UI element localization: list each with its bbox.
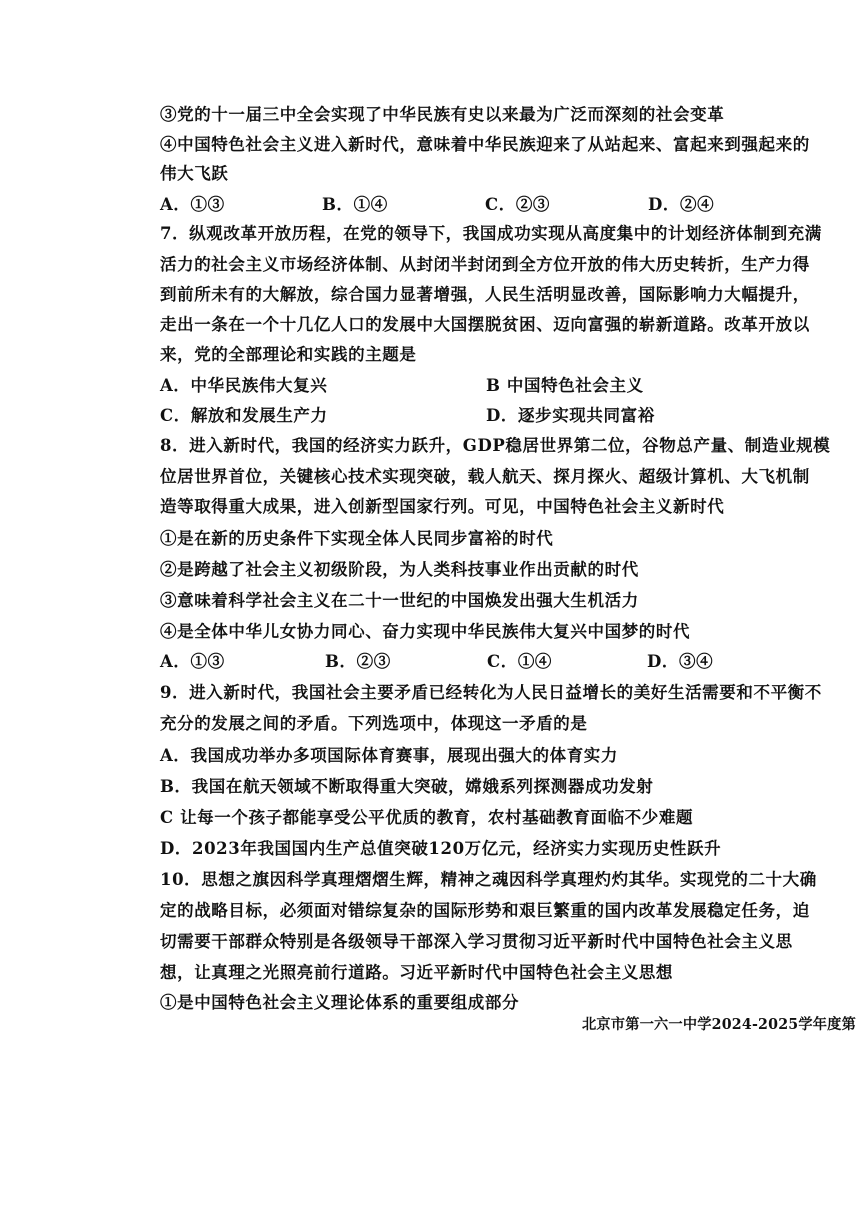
q6-statement-4-line-1: ④中国特色社会主义进入新时代，意味着中华民族迎来了从站起来、富起来到强起来的 [160, 135, 810, 154]
q7-stem-line-5: 来，党的全部理论和实践的主题是 [160, 345, 417, 364]
q9-stem-line-2: 充分的发展之间的矛盾。下列选项中，体现这一矛盾的是 [160, 714, 588, 733]
q10-stem-line-4: 想，让真理之光照亮前行道路。习近平新时代中国特色社会主义思想 [160, 963, 673, 982]
q9-option-c: C 让每一个孩子都能享受公平优质的教育，农村基础教育面临不少难题 [160, 808, 694, 827]
q7-option-a: A．中华民族伟大复兴 [160, 376, 328, 395]
q6-option-b: B．①④ [322, 195, 388, 214]
q10-stem-line-3: 切需要干部群众特别是各级领导干部深入学习贯彻习近平新时代中国特色社会主义思 [160, 932, 793, 951]
q9-stem-line-1: 9．进入新时代，我国社会主要矛盾已经转化为人民日益增长的美好生活需要和不平衡不 [160, 683, 822, 702]
q6-statement-3: ③党的十一届三中全会实现了中华民族有史以来最为广泛而深刻的社会变革 [160, 105, 725, 124]
q8-statement-1: ①是在新的历史条件下实现全体人民同步富裕的时代 [160, 529, 554, 548]
q8-statement-3: ③意味着科学社会主义在二十一世纪的中国焕发出强大生机活力 [160, 591, 639, 610]
q8-option-a: A．①③ [160, 652, 225, 671]
q7-stem-line-1: 7．纵观改革开放历程，在党的领导下，我国成功实现从高度集中的计划经济体制到充满 [160, 224, 822, 243]
q8-stem-line-1: 8．进入新时代，我国的经济实力跃升，GDP稳居世界第二位，谷物总产量、制造业规模 [160, 436, 831, 455]
q8-option-d: D．③④ [647, 652, 714, 671]
q8-stem-line-2: 位居世界首位，关键核心技术实现突破，载人航天、探月探火、超级计算机、大飞机制 [160, 467, 810, 486]
q10-stem-line-1: 10．思想之旗因科学真理熠熠生辉，精神之魂因科学真理灼灼其华。实现党的二十大确 [160, 870, 817, 889]
q8-option-b: B．②③ [325, 652, 391, 671]
q6-statement-4-line-2: 伟大飞跃 [160, 164, 229, 183]
q7-option-b: B 中国特色社会主义 [486, 376, 644, 395]
q10-stem-line-2: 定的战略目标，必须面对错综复杂的国际形势和艰巨繁重的国内改革发展稳定任务，迫 [160, 901, 810, 920]
q9-option-a: A．我国成功举办多项国际体育赛事，展现出强大的体育实力 [160, 746, 619, 765]
q8-stem-line-3: 造等取得重大成果，进入创新型国家行列。可见，中国特色社会主义新时代 [160, 497, 725, 516]
q6-option-c: C．②③ [485, 195, 551, 214]
q9-option-d: D．2023年我国国内生产总值突破120万亿元，经济实力实现历史性跃升 [160, 839, 722, 858]
q8-option-c: C．①④ [487, 652, 553, 671]
q7-stem-line-4: 走出一条在一个十几亿人口的发展中大国摆脱贫困、迈向富强的崭新道路。改革开放以 [160, 315, 810, 334]
q9-option-b: B．我国在航天领域不断取得重大突破，嫦娥系列探测器成功发射 [160, 777, 654, 796]
page-footer: 北京市第一六一中学2024-2025学年度第 [582, 1016, 856, 1033]
q8-statement-2: ②是跨越了社会主义初级阶段，为人类科技事业作出贡献的时代 [160, 560, 639, 579]
q7-stem-line-3: 到前所未有的大解放，综合国力显著增强，人民生活明显改善，国际影响力大幅提升， [160, 285, 810, 304]
q7-stem-line-2: 活力的社会主义市场经济体制、从封闭半封闭到全方位开放的伟大历史转折，生产力得 [160, 255, 810, 274]
q7-option-d: D．逐步实现共同富裕 [486, 406, 655, 425]
q7-option-c: C．解放和发展生产力 [160, 406, 328, 425]
q10-statement-1: ①是中国特色社会主义理论体系的重要组成部分 [160, 993, 520, 1012]
q6-option-d: D．②④ [648, 195, 715, 214]
q8-statement-4: ④是全体中华儿女协力同心、奋力实现中华民族伟大复兴中国梦的时代 [160, 622, 691, 641]
q6-option-a: A．①③ [160, 195, 225, 214]
